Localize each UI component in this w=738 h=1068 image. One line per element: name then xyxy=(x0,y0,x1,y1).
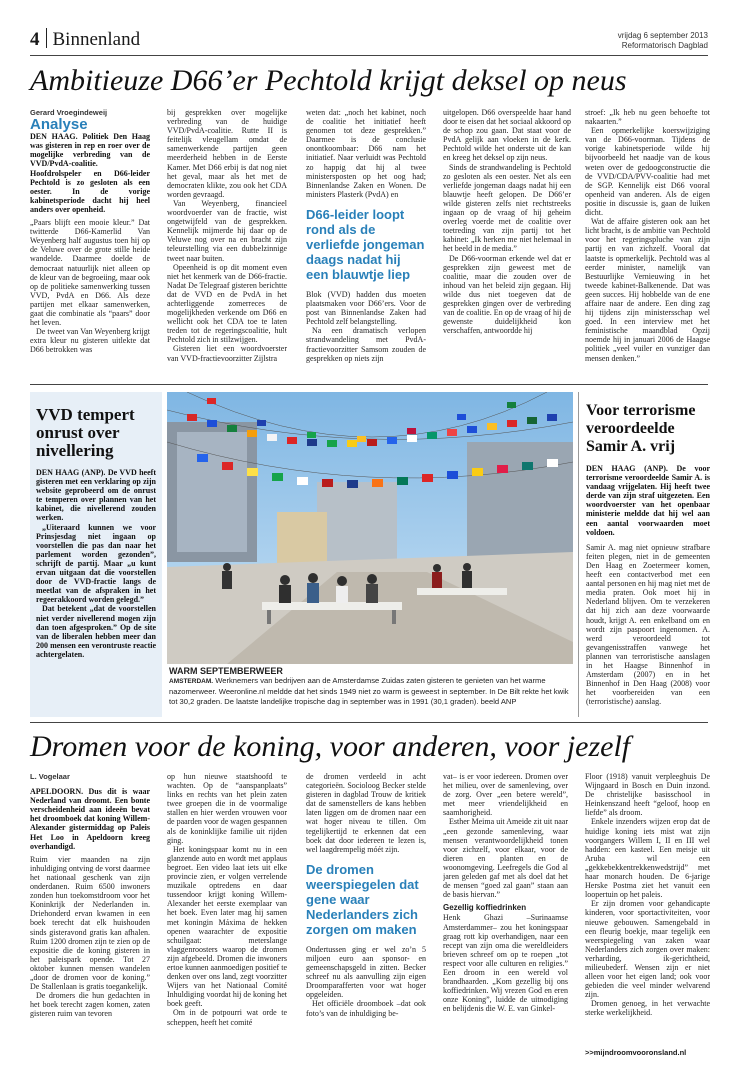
story2-c3p2: Het officiële droomboek –dat ook foto’s van de inhuldiging be- xyxy=(306,999,426,1018)
photo-caption-text xyxy=(169,676,569,707)
story1-byline: Gerard Vroegindeweij xyxy=(30,108,108,117)
photo-caption-place: AMSTERDAM. xyxy=(169,678,214,685)
story2-c5p1: Enkele inzenders wijzen erop dat de huidige koning iets mist wat zijn voorgangers Willem I, II en III wel hadden: een kasteel. Een meisje uit Aruba wil een „gekkebekkentrekkenwedstrijd” met haar monarch houden. De 6-jarige Herske Postma ziet het vanuit een loopertuin op het paleis. xyxy=(585,817,710,900)
section-name: Binnenland xyxy=(52,29,141,50)
zuidas-photo-illustration xyxy=(167,392,573,664)
story1-col4 xyxy=(443,108,571,373)
story1-col3 xyxy=(306,108,426,373)
story2-c2p0: op hun nieuwe staatshoofd te wachten. Op de “aanspanplaats” links en rechts van het plein zaten twee groepen die in de voormalige stallen en hier werden vrouwen voor de paarden voor de wagen gespannen als de koninklijke familie uit rijden ging. xyxy=(167,772,287,845)
issue-date: vrijdag 6 september 2013 xyxy=(617,31,708,40)
story2-col3 xyxy=(306,772,426,1062)
terror-lead: De voor terrorisme veroordeelde Samir A. is vandaag vrijgelaten. Hij heeft twee derde van zijn straf uitgezeten. Een woordvoerster van het openbaar ministerie meldde dat hij wel aan een aantal voorwaarden moet voldoen. xyxy=(586,464,710,537)
story2-c1p0: Ruim vier maanden na zijn inhuldiging ontving de vorst daarmee het nationaal geschenk van zijn onderdanen. Ruim 6500 inwoners zonden hun toekomstdroom voor het Koninkrijk der Nederlanden in. Driehonderd ervan kwamen in een boek terecht dat elk huishouden sinds gisteravond gratis kan afhalen. Ruim 1200 dromen zijn te zien op de expositie die de koning gisteren in het paleispark opende. Tot 27 oktober kunnen mensen wandelen „door de dromen voor de koning.” De Stallenlaan is gratis toegankelijk. xyxy=(30,854,150,992)
vvd-p2: „Uiteraard kunnen we voor Prinsjesdag niet ingaan op voorstellen die pas dan naar het parlement worden gezonden”, schrijft de partij. Maar „u kunt ervan uitgaan dat die voorstellen door de VVD-fractie langs de meetlat van de afspraken in het regeerakkoord worden gelegd.” xyxy=(36,522,156,605)
vvd-body xyxy=(36,468,156,713)
story2-col1 xyxy=(30,772,150,1062)
story1-pullquote: D66-leider loopt rond als de verliefde jongeman daags nadat hij een blauwtje liep xyxy=(306,206,425,282)
photo-caption-title: WARM SEPTEMBERWEER xyxy=(169,666,283,676)
story1-headline: Ambitieuze D66’er Pechtold krijgt deksel op neus xyxy=(30,64,627,97)
vvd-place: DEN HAAG (ANP). xyxy=(36,468,106,477)
masthead-rule xyxy=(30,55,708,56)
story1-c4p0: uitgelopen. D66 overspeelde haar hand door te eisen dat het sociaal akkoord op de schop zou gaan. Dat staat voor de PvdA gelijk aan vloeken in de kerk. Pechtold wilde het onderste uit de kan en kreeg het deksel op zijn neus. xyxy=(443,108,571,163)
vvd-p3: Dat betekent „dat de voorstellen niet verder nivellerend mogen zijn dan toen afgesproken.” Op de site van de liberalen hebben meer dan 200 mensen een verontruste reactie achtergelaten. xyxy=(36,604,156,659)
story2-intro: Dus dit is waar Nederland van droomt. Een bonte verscheidenheid aan ideeën bevat het droomboek dat koning Willem-Alexander gistermiddag op Paleis Het Loo in Apeldoorn kreeg overhandigd. xyxy=(30,787,150,851)
story1-col2 xyxy=(167,108,287,373)
story2-c5p0: Floor (1918) vanuit verpleeghuis De Wijngaard in Bosch en Duin inzond. De christelijke basisschool in Heinkenszand heeft “geloof, hoop en liefde” als droom. xyxy=(585,772,710,818)
story2-c2p1: Het koningspaar komt nu in een glanzende auto en wordt met applaus begroet. Een video laat iets uit elke provincie zien, er volgen verrelende muzikale optredens en daar tussendoor krijgt koning Willem-Alexander het eerste exemplaar van het boek. Even later mag hij samen met koningin Máxima de hekken openen waarachter de expositie schuilgaat: meterslange vlaggenroosters waarop de dromen zijn afgebeeld. Dromen die inwoners ertoe kunnen aanmoedigen positief te denken over ons land, zegt voorzitter Wijers van het Nationaal Comité Inhuldiging voordat hij de koning het boek geeft. xyxy=(167,844,287,1009)
terror-place: DEN HAAG (ANP). xyxy=(586,464,668,473)
folio-divider xyxy=(46,28,47,48)
terror-body xyxy=(586,464,710,714)
story1-col5 xyxy=(585,108,710,373)
story2-c5p3: Dromen genoeg, in het verwachte sterke werkelijkheid. xyxy=(585,999,710,1018)
story1-c4p1: Sinds de strandwandeling is Pechtold zo gesloten als een oester. Net als een verliefde jongeman daags nadat hij een blauwtje heeft gelopen. De D66’er wilde gisteren zelfs niet rechtstreeks ingaan op de vraag of hij geheim overleg voerde met de coalitie over toetreding van zijn partij tot het kabinet: „Ik herken me niet helemaal in het beeld in de media.” xyxy=(443,162,571,254)
paper-name: Reformatorisch Dagblad xyxy=(621,41,708,50)
story1-col1 xyxy=(30,108,150,373)
story2-c5p2: Er zijn dromen voor gehandicapte kinderen, voor sportactiviteiten, voor nieuwe gebouwen. Samengebald in een fleurig boekje, maar tegelijk een weerspiegeling van zaken waar Nederlanders zich zorgen over maken: verharding, ik-gerichtheid, milieubederf. Wensen zijn er niet alleen voor het eigen land; ook voor gebieden die veel minder welvarend zijn. xyxy=(585,899,710,1000)
terror-divider xyxy=(578,392,579,717)
story2-url[interactable]: >>mijndroomvooronsland.nl xyxy=(585,1048,687,1057)
zuidas-photo xyxy=(167,392,573,664)
story2-c3p1: Ondertussen ging er wel zo’n 5 miljoen euro aan sponsor- en gemeenschapsgeld in zitten. Becker schreef nu als aanvulling zijn eigen Droomparafferten voor wat hoger opgeleiden. xyxy=(306,944,426,1000)
story2-c3p0: de dromen verdeeld in acht categorieën. Socioloog Becker stelde gisteren in dagblad Trouw de kritiek dat de samenstellers de kans hebben laten liggen om de dromen naar een wat hoger niveau te tillen. Om tegelijkertijd te erkennen dat een boek dat door iedereen te lezen is, wel laagdrempelig móét zijn. xyxy=(306,772,426,854)
story1-c3p0: weten dat: „noch het kabinet, noch de coalitie het initiatief heeft genomen tot deze gesprekken.” Daarmee is de conclusie onontkoombaar: D66 nam het initiatief. Naar verluidt was Pechtold zo happig dat hij al twee ministersposten op het oog had; Binnenlandse Zaken en Wonen. De ministers Plasterk (PvdA) en xyxy=(306,108,426,199)
story2-subhead: Gezellig koffiedrinken xyxy=(443,903,527,913)
story1-c4p2: De D66-voorman erkende wel dat er gesprekken zijn geweest met de coalitie, maar die zouden over de inhoud van het beleid zijn gegaan. Hij wilde dus niet toegeven dat de gesprekken gingen over de verbreding van de coalitie. En op de vraag of hij de gewenste duidelijkheid kon verschaffen, antwoordde hij xyxy=(443,253,571,336)
terror-text: Samir A. mag niet opnieuw strafbare feiten plegen, niet in de gemeenten Den Haag en Zoetermeer komen, heeft een contactverbod met een aantal personen en hij mag niet met de media praten. Ook moet hij in Nederland blijven. Om te verzekeren dat hij zich aan deze voorwaarde houdt, krijgt A. een enkelband om en wordt zijn paspoort ingenomen. A. werd veroordeeld tot gevangenisstraffen vanwege het plannen van terroristische aanslagen in het Haagse Binnenhof in Amsterdam (2007) en in het Binnenhof in Den Haag (2008) voor het voorbereiden van een (terroristische) aanslag. xyxy=(586,542,710,707)
dateline xyxy=(618,31,708,51)
story2-col2 xyxy=(167,772,287,1062)
story1-intro-place: DEN HAAG. xyxy=(30,132,78,142)
story1-c1p0: „Paars blijft een mooie kleur.” Dat twitterde D66-Kamerlid Van Weyenberg half augustus toen hij op de Veluwe over de grote stille heide wandelde. Daarmee doelde de democraat natuurlijk niet alleen op de kleur van de begroeiing, maar ook op de politieke samenwerking tussen VVD, PvdA en D66. Als deze partijen met elkaar samenwerken, gaat die combinatie als “paars” door het leven. xyxy=(30,218,150,328)
story2-pullquote: De dromen weerspiegelen dat gene waar Nederlanders zich zorgen om maken xyxy=(306,861,419,937)
photo-caption xyxy=(169,666,569,707)
story1-c3p2: Na een dramatisch verlopen strandwandeling met PvdA-fractievoorzitter Samsom zouden de gesprekken op niets zijn xyxy=(306,326,426,363)
story1-c5p2: Wat de affaire gisteren ook aan het licht bracht, is de ambitie van Pechtold voor het regeringspluche van zijn partij en van zichzelf. Vooral dat laatste is opmerkelijk. Pechtold was al eerder minister, namelijk van Bestuurlijke Vernieuwing in het tweede kabinet-Balkenende. Dat was geen succes. Hij hobbelde van de ene affaire naar de andere. Een ding zag hij tijdens zijn ministersschap wel goed. In een interview met het feministische maandblad Opzij noemde hij in januari 2006 de Haagse politiek „veel vuiler en vunziger dan mensen denken.” xyxy=(585,217,710,363)
terror-headline: Voor terrorisme veroordeelde Samir A. vrij xyxy=(586,402,696,455)
story2-c4p1: Esther Meima uit Ameide zit uit naar „een gezonde samenleving, waar mensen verantwoordelijkheid tonen voor zichzelf, voor elkaar, voor de dieren en planten en de woonomgeving. Leefregels die God al jaren geleden gaf met als doel dat het de mensen “goed zal gaan” staan aan de basis hiervan.” xyxy=(443,817,568,900)
story1-intro: Politiek Den Haag was gisteren in rep en roer over de mogelijke verbreding van de VVD/PvdA-coalitie. Hoofdrolspeler en D66-leider Pechtold is zo gesloten als een oester. In de vorige kabinetsperiode dacht hij heel anders over openheid. xyxy=(30,132,150,214)
story2-c1p1: De dromers die hun gedachten in het boek terecht zagen komen, zaten gisteren ruim van tevoren xyxy=(30,991,150,1019)
page-folio xyxy=(30,28,140,51)
story2-col4 xyxy=(443,772,568,1062)
story1-c3p1: Blok (VVD) hadden dus moeten plaatsmaken voor D66’ers. Voor de post van Binnenlandse Zaken had Pechtold zelf belangstelling. xyxy=(306,289,426,327)
story2-c4p2: Henk Ghazi –Surinaamse Amsterdammer– zou het koningspaar graag rott kip overhandigen, naar een recept van zijn oma die wereldleiders brieven schreef om op te roepen „tot respect voor alle culturen en religies.” Een droom in een wereld vol brandhaarden. „Kom gezellig bij ons koffiedrinken. Wij vrezen God en eren onze Koning”, luidde de uitnodiging en belijdenis die W. E. van Ginkel- xyxy=(443,913,568,1014)
story1-kicker: Analyse xyxy=(30,116,88,134)
story1-bottom-rule xyxy=(30,384,708,385)
story1-c2p1: Van Weyenberg, financieel woordvoerder van de fractie, wist ongetwijfeld van de gesprekken. Kennelijk mijmerde hij daar op de Veluwe nog over na en bracht zijn teleurstelling via een dubbelzinnige tweet naar buiten. xyxy=(167,198,287,263)
vvd-lead: De VVD heeft gisteren met een verklaring op zijn website geprobeerd om de onrust te temperen over plannen van het kabinet, die nivellerend zouden werken. xyxy=(36,468,156,523)
story2-c4p0: vat– is er voor iedereen. Dromen over het milieu, over de samenleving, over de zorg. Over „een betere wereld”, met meer vriendelijkheid en saamhorigheid. xyxy=(443,772,568,818)
story1-c1p1: De tweet van Van Weyenberg krijgt extra kleur nu gisteren uitlekte dat D66 betrokken was xyxy=(30,327,150,355)
story1-c2p3: Gisteren liet een woordvoerster van VVD-fractievoorzitter Zijlstra xyxy=(167,344,287,363)
photo-caption-body: Werknemers van bedrijven aan de Amsterdamse Zuidas zaten gisteren te genieten van het warme nazomerweer. Weeronline.nl meldde dat het sinds 1949 niet zo warm is geweest in september. In De Bilt rekte het kwik tot 30,2 graden. De laatste landelijke tropische dag in september was in 1991 (30,1 graden). xyxy=(169,676,569,706)
story1-c5p1: Een opmerkelijke koerswijziging van de D66-voorman. Tijdens de vorige kabinetsperiode wilde hij bijvoorbeeld het naadje van de kous weten over de gedoogconstructie die de VVD/CDA/PVV-coalitie had met de SGP. Kennelijk eist D66 vooral openheid van anderen. Als de eigen positie in discussie is, gaan de luiken dicht. xyxy=(585,126,710,218)
photo-credit: beeld ANP xyxy=(480,697,517,706)
vvd-headline: VVD tempert onrust over nivellering xyxy=(36,405,135,460)
story2-headline: Dromen voor de koning, voor anderen, voor jezelf xyxy=(30,730,631,763)
story1-c5p0: stroef: „Ik heb nu geen behoefte tot nakaarten.” xyxy=(585,108,710,127)
story2-col5 xyxy=(585,772,710,1044)
story1-c2p0: bij gesprekken over mogelijke verbreding van de huidige VVD/PvdA-coalitie. Rutte II is feitelijk vleugellam omdat de samenwerkende partijen geen meerderheid hebben in de Eerste Kamer. Met D66 erbij is dat nog niet het geval, maar als het met de democraten klikte, zou ook het CDA worden gevraagd. xyxy=(167,108,287,199)
story2-c2p2: Om in de potpourri wat orde te scheppen, heeft het comité xyxy=(167,1008,287,1027)
story2-byline: L. Vogelaar xyxy=(30,772,70,781)
story1-c2p2: Opeenheid is op dit moment even niet het kenmerk van de D66-fractie. Nadat De Telegraaf gisteren berichtte dat de VVD en de PvdA in het achterliggende zomerreces de mogelijkheden verkende om D66 en wellicht ook het CDA toe te laten treden tot de regeringscoalitie, hult Pechtold zich in stilzwijgen. xyxy=(167,262,287,345)
page-number: 4 xyxy=(30,29,40,50)
story2-intro-place: APELDOORN. xyxy=(30,787,84,797)
section-rule xyxy=(30,722,708,723)
